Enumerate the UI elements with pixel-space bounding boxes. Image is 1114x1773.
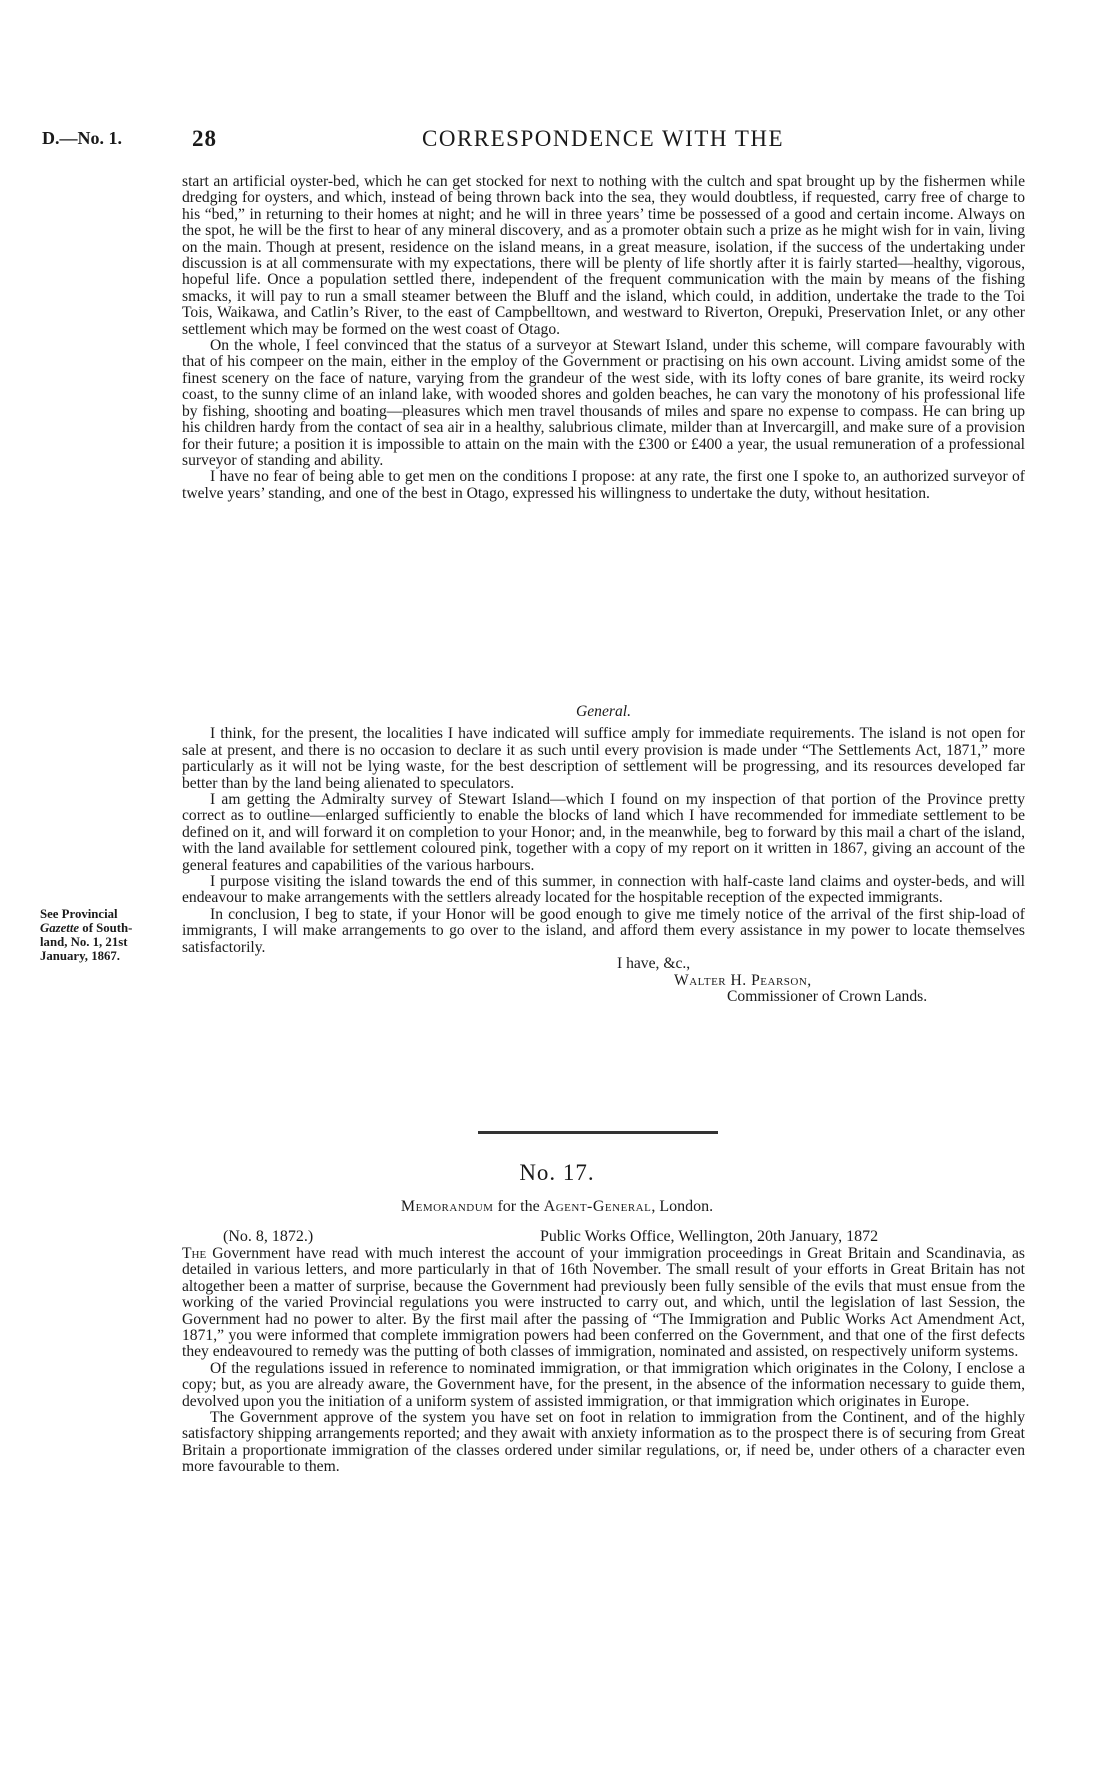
page-number: 28 xyxy=(192,126,217,151)
margin-note-line: See Provincial xyxy=(40,907,118,921)
memo-date-place: Public Works Office, Wellington, 20th January, 1872 xyxy=(540,1228,879,1245)
paragraph: start an artificial oyster-bed, which he can get stocked for next to nothing with the cultch and spat brought up by the fishermen while dredging for oysters, and which, instead of being thrown back into the sea, they would doubtless, if requested, carry free of charge to his “bed,” in returning to their homes at night; and he will in three years’ time be possessed of a good and certain income. Always on the spot, he will be the first to hear of any mineral discovery, and as a promoter obtain such a prize as he might wish for in vain, living on the main. Though at present, residence on the island means, in a great measure, isolation, if the success of the undertaking under discussion is at all commensurate with my expectations, there will be plenty of life shortly after it is fairly started—healthy, vigorous, hopeful life. Once a population settled there, independent of the frequent communication with the main by means of the fishing smacks, it will pay to run a small steamer between the Bluff and the island, which could, in addition, undertake the trade to the Toi Tois, Waikawa, and Catlin’s River, to the east of Campbelltown, and westward to Riverton, Orepuki, Preservation Inlet, or any other settlement which may be formed on the west coast of Otago. xyxy=(182,173,1025,338)
document-reference: D.—No. 1. xyxy=(42,128,122,148)
section-continued-letter xyxy=(182,174,1025,502)
memo-reference: (No. 8, 1872.) xyxy=(223,1228,314,1245)
paragraph: The Government approve of the system you have set on foot in relation to immigration from the Continent, and of the highly satisfactory shipping arrangements reported; and they await with anxiety information as to the prospect there is of securing from Great Britain a proportionate immigration of the classes ordered under similar regulations, or, if need be, under others of a character even more favourable to them. xyxy=(182,1409,1025,1476)
section-general xyxy=(182,696,1025,1005)
document-number-heading: No. 17. xyxy=(519,1160,595,1185)
closing-line: I have, &c., xyxy=(617,955,691,973)
paragraph: I am getting the Admiralty survey of Stewart Island—which I found on my inspection of that portion of the Province pretty correct as to outline—enlarged sufficiently to enable the blocks of land which I have recommended for immediate settlement to be defined on it, and will forward it on completion to your Honor; and, in the meanwhile, beg to forward by this mail a chart of the island, with the land available for settlement coloured pink, together with a copy of my report on it written in 1867, giving an account of the general features and capabilities of the various harbours. xyxy=(182,791,1025,874)
margin-note-line: Gazette of South- xyxy=(40,921,133,935)
margin-note xyxy=(40,907,175,963)
signoff xyxy=(182,956,1025,1005)
paragraph: In conclusion, I beg to state, if your Honor will be good enough to give me timely notice of the arrival of the first ship-load of immigrants, I will make arrangements to go over to the island, and afford them every assistance in my power to locate themselves satisfactorily. xyxy=(182,905,1025,956)
margin-note-line: January, 1867. xyxy=(40,949,120,963)
signature-name: Walter H. Pearson, xyxy=(674,971,812,989)
dateline xyxy=(223,1228,963,1246)
paragraph: I think, for the present, the localities I have indicated will suffice amply for immediate requirements. The island is not open for sale at present, and there is no occasion to declare it as such until every provision is made under “The Settlements Act, 1871,” more particularly as it will not be lying waste, for the best description of settlement will be progressing, and its resources developed far better than by the land being alienated to speculators. xyxy=(182,725,1025,792)
section-memorandum-body xyxy=(182,1246,1025,1476)
paragraph: On the whole, I feel convinced that the status of a surveyor at Stewart Island, under this scheme, will compare favourably with that of his compeer on the main, either in the employ of the Government or practising on his own account. Living amidst some of the finest scenery on the face of nature, varying from the grandeur of the west side, with its lofty cones of bare granite, its weird rocky coast, to the sunny clime of an inland lake, with wooded shores and golden beaches, he can vary the monotony of his professional life by fishing, shooting and boating—pleasures which men travel thousands of miles and spare no expense to compass. He can bring up his children hardy from the contact of sea air in a healthy, salubrious climate, milder than at Invercargill, and make sure of a provision for their future; a position it is impossible to attain on the main with the £300 or £400 a year, the usual remuneration of a professional surveyor of standing and ability. xyxy=(182,337,1025,469)
paragraph: The Government have read with much interest the account of your immigration proceedings in Great Britain and Scandinavia, as detailed in various letters, and more particularly in that of 16th November. The small result of your efforts in Great Britain has not altogether been a matter of surprise, because the Government had previously been fully sensible of the evils that must ensue from the working of the varied Provincial regulations you were instructed to carry out, and which, until the legislation of last Session, the Government had no power to alter. By the first mail after the passing of “The Immigration and Public Works Act Amendment Act, 1871,” you were informed that complete immigration powers had been conferred on the Government, and that one of the first defects they endeavoured to remedy was the putting of both classes of immigration, nominated and assisted, on respectively uniform systems. xyxy=(182,1245,1025,1361)
running-title: CORRESPONDENCE WITH THE xyxy=(422,126,785,151)
section-heading: General. xyxy=(576,703,631,720)
section-divider xyxy=(478,1131,718,1134)
paragraph: Of the regulations issued in reference to nominated immigration, or that immigration which originates in the Colony, I enclose a copy; but, as you are already aware, the Government have, for the present, in the absence of the information necessary to guide them, devolved upon you the initiation of a uniform system of assisted immigration, or that immigration which originates in Europe. xyxy=(182,1359,1025,1410)
paragraph: I purpose visiting the island towards the end of this summer, in connection with half-caste land claims and oyster-beds, and will endeavour to make arrangements with the settlers already located for the hospitable reception of the expected immigrants. xyxy=(182,873,1025,907)
signatory-title: Commissioner of Crown Lands. xyxy=(727,987,928,1005)
margin-note-line: land, No. 1, 21st xyxy=(40,935,128,949)
paragraph: I have no fear of being able to get men on the conditions I propose: at any rate, the first one I spoke to, an authorized surveyor of twelve years’ standing, and one of the best in Otago, expressed his willingness to undertake the duty, without hesitation. xyxy=(182,468,1025,502)
memorandum-heading: Memorandum for the Agent-General, London. xyxy=(400,1198,714,1215)
page-header xyxy=(42,126,1072,156)
